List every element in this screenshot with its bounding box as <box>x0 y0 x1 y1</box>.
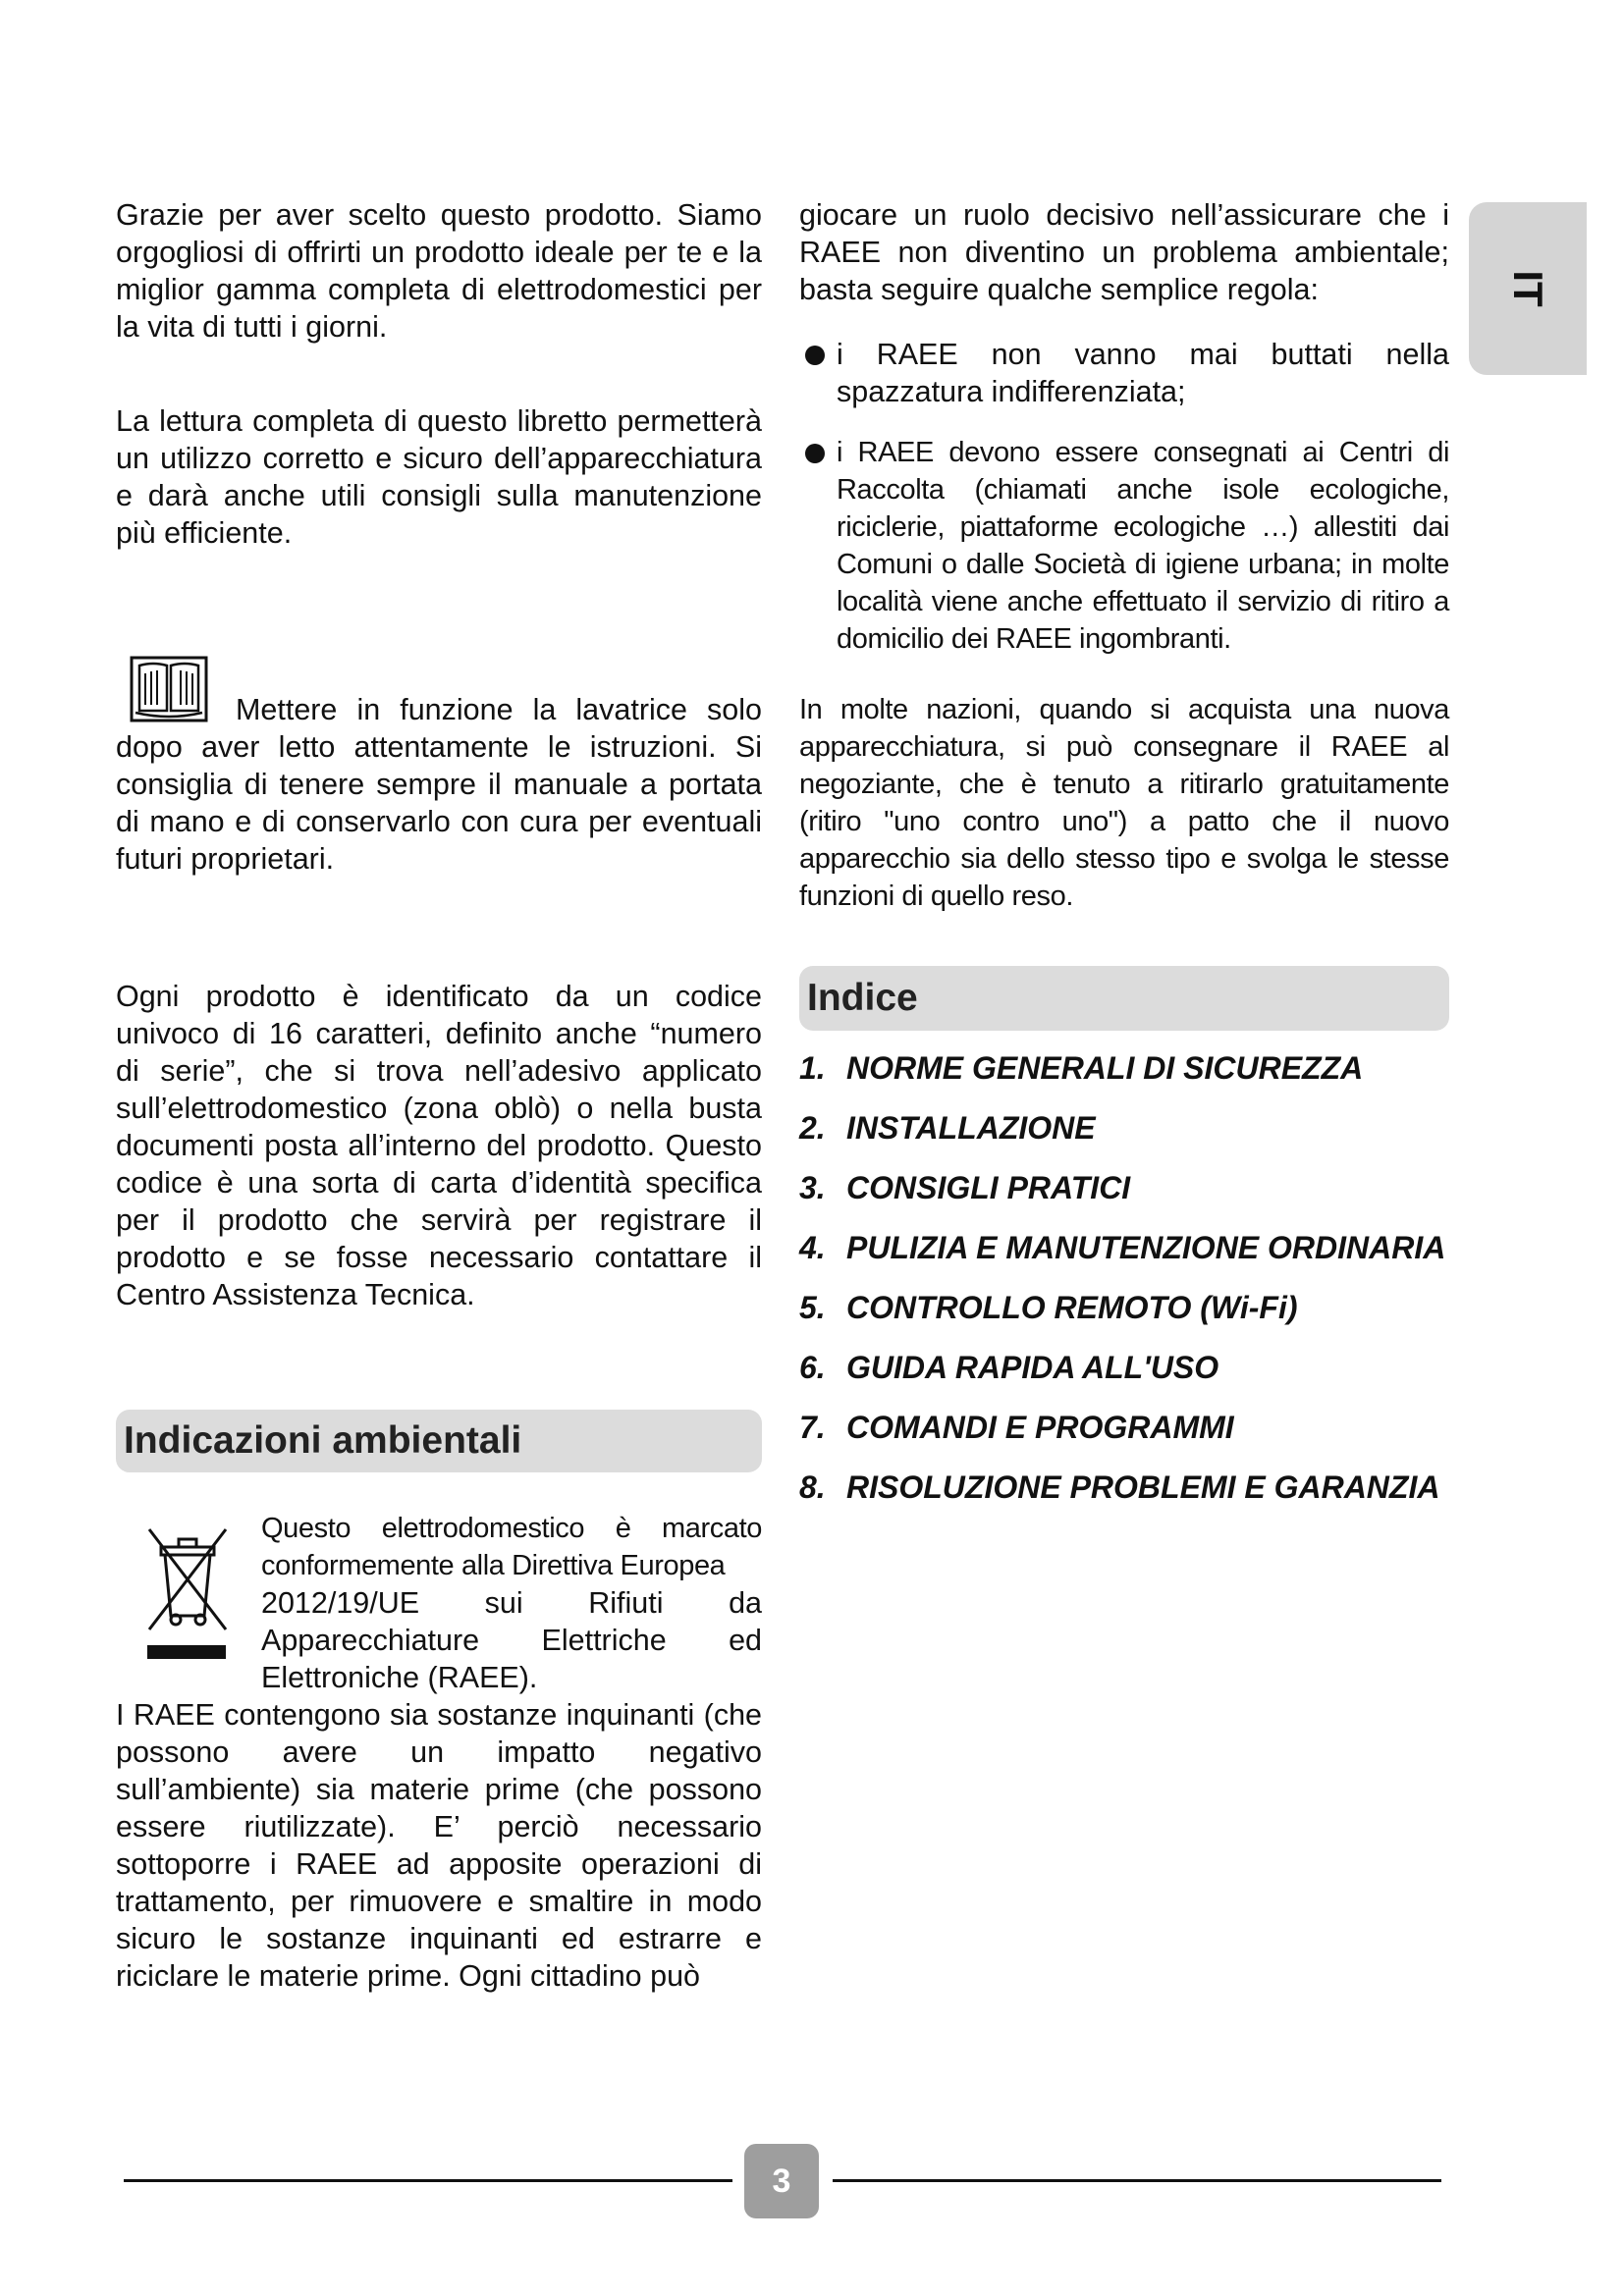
weee-marking-text-b: 2012/19/UE sui Rifiuti da Apparecchiature Elettriche ed Elettroniche (RAEE). <box>261 1586 762 1694</box>
toc-item[interactable] <box>799 1039 1449 1098</box>
toc-item-title: CONTROLLO REMOTO (Wi-Fi) <box>846 1290 1298 1325</box>
toc-item-number: 6. <box>799 1350 826 1385</box>
toc-item-number: 3. <box>799 1170 826 1205</box>
toc-item-title: INSTALLAZIONE <box>846 1110 1096 1146</box>
toc-item-title: NORME GENERALI DI SICUREZZA <box>846 1050 1364 1086</box>
footer-rule-left <box>124 2179 732 2182</box>
table-of-contents <box>799 1039 1449 1518</box>
environment-heading <box>116 1410 762 1472</box>
toc-item[interactable] <box>799 1218 1449 1278</box>
serial-number-paragraph: Ogni prodotto è identificato da un codice univoco di 16 caratteri, definito anche “numero di serie”, che si trova nell’adesivo applicato sull’elettrodomestico (zona oblò) o nella busta documenti posta all’interno del prodotto. Questo codice è una sorta di carta d’identità specifica per il prodotto che servirà per registrare il prodotto e se fosse necessario contattare il Centro Assistenza Tecnica. <box>116 980 762 1311</box>
footer-rule-right <box>833 2179 1441 2182</box>
toc-item-number: 8. <box>799 1469 826 1505</box>
right-column <box>799 196 1449 1518</box>
toc-item[interactable] <box>799 1158 1449 1218</box>
intro-paragraph: Grazie per aver scelto questo prodotto. Siamo orgogliosi di offrirti un prodotto ideale per te e la miglior gamma completa di elettrodomestici per la vita di tutti i giorni. <box>116 198 762 344</box>
weee-rule-item <box>799 336 1449 410</box>
toc-item[interactable] <box>799 1338 1449 1398</box>
reading-paragraph: La lettura completa di questo libretto permetterà un utilizzo corretto e sicuro dell’apparecchiatura e darà anche utili consigli sulla manutenzione più efficiente. <box>116 404 762 550</box>
retailer-paragraph: In molte nazioni, quando si acquista una nuova apparecchiatura, si può consegnare il RAEE al negoziante, che è tenuto a ritirarlo gratuitamente (ritiro "uno contro uno") a patto che il nuovo apparecchio sia dello stesso tipo e svolga le stesse funzioni di quello reso. <box>799 694 1449 912</box>
toc-item-title: PULIZIA E MANUTENZIONE ORDINARIA <box>846 1230 1446 1265</box>
continuation-paragraph: giocare un ruolo decisivo nell’assicurare che i RAEE non diventino un problema ambientale; basta seguire qualche semplice regola: <box>799 198 1449 306</box>
page-number-badge <box>744 2144 819 2218</box>
page-number: 3 <box>772 2162 791 2200</box>
index-heading-label: Indice <box>807 977 918 1019</box>
toc-item[interactable] <box>799 1458 1449 1518</box>
left-column <box>116 196 762 1995</box>
toc-item-title: CONSIGLI PRATICI <box>846 1170 1131 1205</box>
manual-notice-paragraph: Mettere in funzione la lavatrice solo dopo aver letto attentamente le istruzioni. Si consiglia di tenere sempre il manuale a portata di mano e di conservarlo con cura per eventuali futuri proprietari. <box>116 693 762 876</box>
weee-crossed-bin-icon <box>143 1525 230 1663</box>
weee-marking-text-a: Questo elettrodomestico è marcato conformemente alla Direttiva Europea <box>261 1513 762 1581</box>
toc-item-number: 1. <box>799 1050 826 1086</box>
toc-item-number: 2. <box>799 1110 826 1146</box>
toc-item-number: 5. <box>799 1290 826 1325</box>
bullet-dot <box>805 444 825 463</box>
book-icon <box>130 656 208 722</box>
toc-item-title: RISOLUZIONE PROBLEMI E GARANZIA <box>846 1469 1440 1505</box>
toc-item[interactable] <box>799 1398 1449 1458</box>
toc-item-number: 4. <box>799 1230 826 1265</box>
weee-info-paragraph: I RAEE contengono sia sostanze inquinanti (che possono avere un impatto negativo sull’ambiente) sia materie prime (che possono essere riutilizzate). E’ perciò necessario sottoporre i RAEE ad apposite operazioni di trattamento, per rimuovere e smaltire in modo sicuro le sostanze inquinanti ed estrarre e riciclare le materie prime. Ogni cittadino può <box>116 1698 762 1993</box>
weee-rule-text: i RAEE devono essere consegnati ai Centri di Raccolta (chiamati anche isole ecologiche, riciclerie, piattaforme ecologiche …) allestiti dai Comuni o dalle Società di igiene urbana; in molte località viene anche effettuato il servizio di ritiro a domicilio dei RAEE ingombranti. <box>837 437 1449 655</box>
toc-item-title: GUIDA RAPIDA ALL'USO <box>846 1350 1219 1385</box>
weee-block <box>116 1510 762 1995</box>
language-tab <box>1469 202 1587 375</box>
toc-item[interactable] <box>799 1098 1449 1158</box>
bullet-dot <box>805 346 825 365</box>
language-tab-label: IT <box>1505 270 1551 307</box>
toc-item-title: COMANDI E PROGRAMMI <box>846 1410 1234 1445</box>
toc-item-number: 7. <box>799 1410 826 1445</box>
weee-rule-item <box>799 434 1449 658</box>
toc-item[interactable] <box>799 1278 1449 1338</box>
manual-notice-block <box>116 656 762 878</box>
weee-rule-text: i RAEE non vanno mai buttati nella spazzatura indifferenziata; <box>837 338 1449 408</box>
index-heading <box>799 966 1449 1031</box>
environment-heading-label: Indicazioni ambientali <box>124 1419 522 1462</box>
